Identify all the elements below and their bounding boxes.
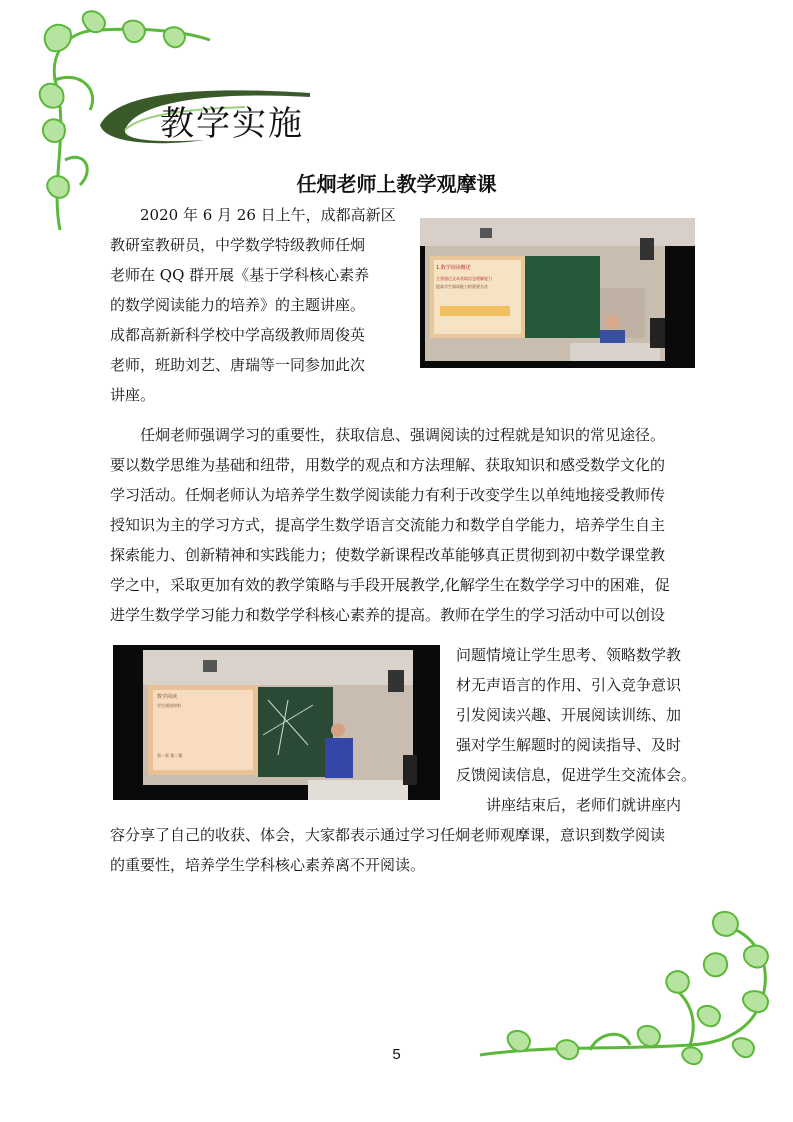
- classroom-scene-2: [113, 645, 440, 800]
- text-line: 成都高新新科学校中学高级教师周俊英: [110, 326, 366, 344]
- slide-title: 1.数学阅读概述: [436, 265, 471, 271]
- text-line: 任炯老师强调学习的重要性，获取信息、强调阅读的过程就是知识的常见途径。: [140, 426, 666, 444]
- slide-text: 提高学生阅读能力的重要方法: [436, 284, 488, 289]
- text-line: 进学生数学学习能力和数学学科核心素养的提高。教师在学生的学习活动中可以创设: [110, 606, 666, 624]
- text-line: 的重要性，培养学生学科核心素养离不开阅读。: [110, 856, 426, 874]
- text-line: 材无声语言的作用、引入竞争意识: [456, 676, 682, 694]
- text-line: 要以数学思维为基础和纽带，用数学的观点和方法理解、获取知识和感受数学文化的: [110, 456, 666, 474]
- article-title: 任炯老师上教学观摩课: [296, 172, 497, 196]
- text-line: 讲座。: [110, 386, 156, 404]
- section-title: 教学实施: [160, 104, 304, 144]
- paragraph-conclusion: [110, 790, 700, 880]
- text-line: 的数学阅读能力的培养》的主题讲座。: [110, 296, 366, 314]
- text-line: 授知识为主的学习方式，提高学生数学语言交流能力和数学自学能力，培养学生自主: [110, 516, 666, 534]
- text-line: 问题情境让学生思考、领略数学教: [456, 646, 682, 664]
- text-line: 学习活动。任炯老师认为培养学生数学阅读能力有利于改变学生以单纯地接受教师传: [110, 486, 666, 504]
- text-line: 引发阅读兴趣、开展阅读训练、加: [456, 706, 682, 724]
- classroom-scene-1: [420, 218, 695, 368]
- text-line: 讲座结束后，老师们就讲座内: [486, 796, 682, 814]
- paragraph-intro: [110, 200, 400, 410]
- text-line: 老师，班助刘艺、唐瑞等一同参加此次: [110, 356, 366, 374]
- slide-text: 第一章 第二课: [157, 753, 183, 758]
- slide-text: 学生阅读材料: [157, 703, 181, 708]
- page-number: 5: [392, 1046, 401, 1063]
- lecture-photo-1: [420, 218, 695, 368]
- slide-title: 数学阅读: [157, 694, 178, 700]
- text-line: 2020 年 6 月 26 日上午，成都高新区: [140, 206, 396, 224]
- paragraph-body: [110, 420, 695, 630]
- text-line: 反馈阅读信息，促进学生交流体会。: [456, 766, 697, 784]
- lecture-photo-2: [113, 645, 440, 800]
- text-line: 强对学生解题时的阅读指导、及时: [456, 736, 682, 754]
- text-line: 探索能力、创新精神和实践能力；使数学新课程改革能够真正贯彻到初中数学课堂教: [110, 546, 666, 564]
- text-line: 教研室教研员，中学数学特级教师任炯: [110, 236, 366, 254]
- text-line: 学之中，采取更加有效的教学策略与手段开展教学,化解学生在数学学习中的困难，促: [110, 576, 670, 594]
- paragraph-body-side: [456, 640, 696, 790]
- text-line: 老师在 QQ 群开展《基于学科核心素养: [110, 266, 370, 284]
- text-line: 容分享了自己的收获、体会，大家都表示通过学习任炯老师观摩课，意识到数学阅读: [110, 826, 666, 844]
- slide-text: 主要通过文本获取信息理解能力: [436, 276, 492, 281]
